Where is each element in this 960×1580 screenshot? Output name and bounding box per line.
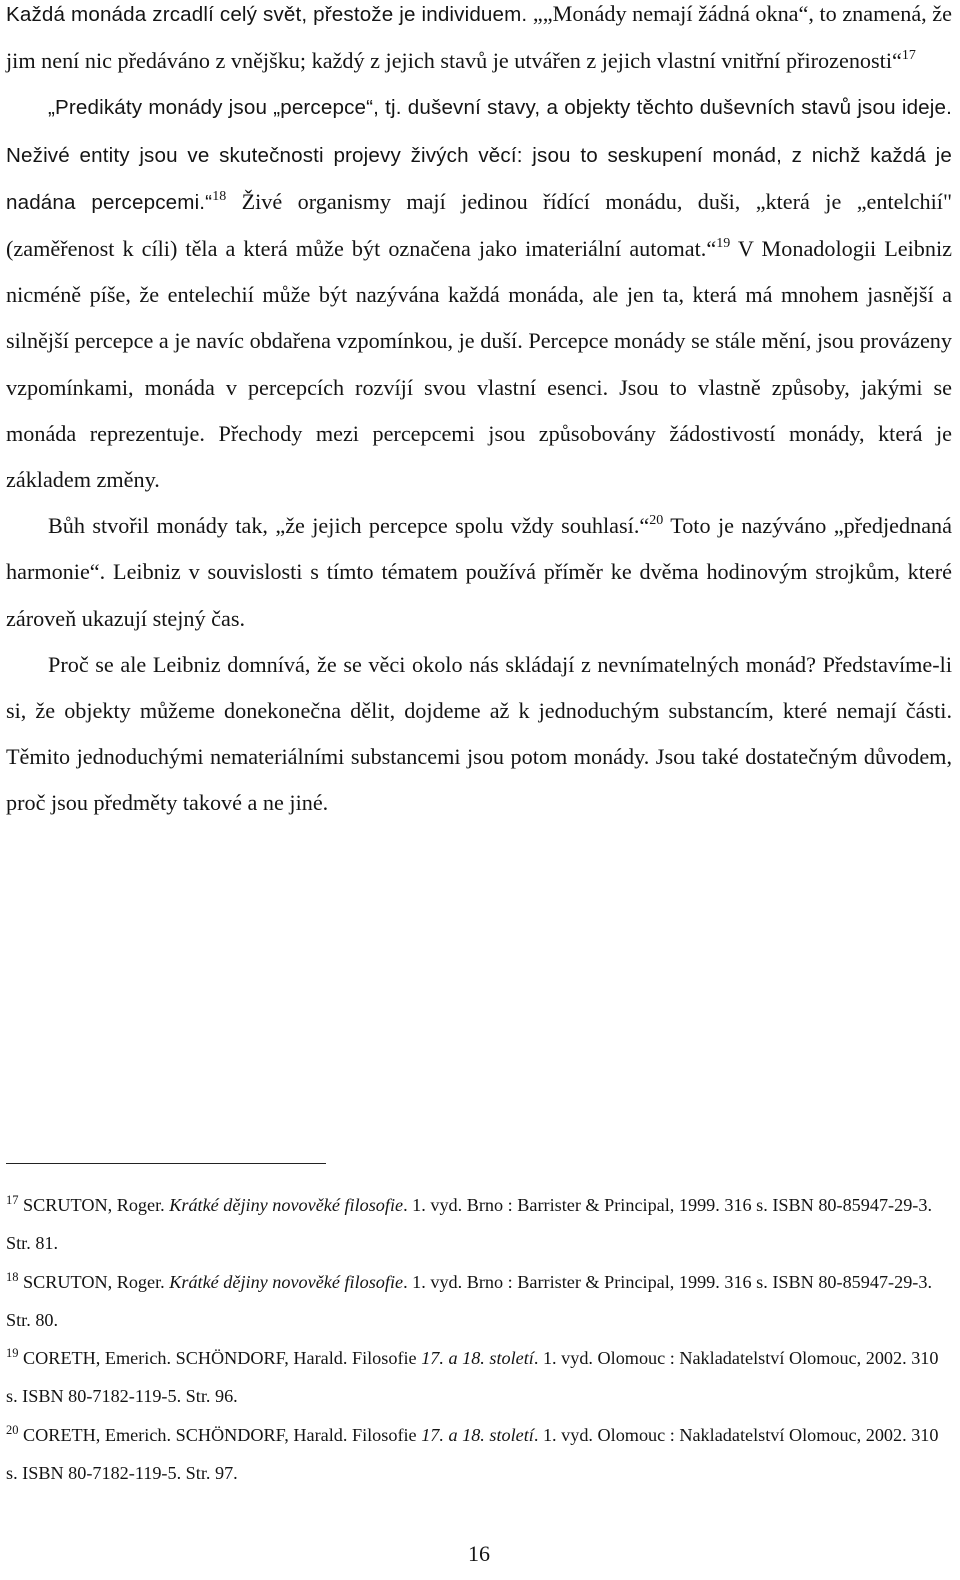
paragraph-4: Proč se ale Leibniz domnívá, že se věci okolo nás skládají z nevnímatelných monád? Představíme-li si, že objekty můžeme donekonečna dělit, dojdeme až k jednoduchým substancím, které nemají části. Těmito jednoduchými nemateriálními substancemi jsou potom monády. Jsou také dostatečným důvodem, proč jsou předměty takové a ne jiné. (6, 651, 952, 816)
footnote-author: CORETH, Emerich. SCHÖNDORF, Harald. Filosofie (23, 1424, 422, 1445)
footnote-author: SCRUTON, Roger. (23, 1195, 170, 1215)
footnote-number: 18 (6, 1269, 19, 1284)
footnote-number: 19 (6, 1346, 19, 1361)
paragraph-3 (6, 503, 952, 642)
footnote-number: 17 (6, 1193, 19, 1207)
footnote-title: 17. a 18. století (421, 1348, 534, 1369)
paragraph-3-sentence-2: Toto je nazýváno „předjednaná harmonie“. Leibniz v souvislosti s tímto tématem používá příměr ke dvěma hodinovým strojkům, které zároveň ukazují stejný čas. (6, 513, 952, 631)
footnote-details: . 1. vyd. Brno : Barrister & Principal, 1999. 316 s. ISBN 80-85947-29-3. Str. 81. (6, 1195, 932, 1254)
footnote-18 (6, 1263, 952, 1340)
paragraph-1-sentence-1: Každá monáda zrcadlí celý svět, přestože je individuem. (6, 3, 528, 26)
footnote-20 (6, 1416, 952, 1493)
footnote-details: . 1. vyd. Brno : Barrister & Principal, 1999. 316 s. ISBN 80-85947-29-3. Str. 80. (6, 1271, 932, 1330)
footnote-details: . 1. vyd. Olomouc : Nakladatelství Olomouc, 2002. 310 s. ISBN 80-7182-119-5. Str. 97. (6, 1424, 939, 1484)
footnote-ref-17[interactable]: 17 (901, 48, 916, 64)
footnote-title: Krátké dějiny novověké filosofie (169, 1271, 404, 1292)
paragraph-2-quote: „Predikáty monády jsou „percepce“, tj. duševní stavy, a objekty těchto duševních stavů jsou ideje. Neživé entity jsou ve skutečnosti projevy živých věcí: jsou to seskupení monád, z nichž každá je nadána percepcemi.“ (6, 96, 952, 214)
footnote-ref-18[interactable]: 18 (212, 188, 227, 204)
paragraph-2 (6, 84, 952, 503)
footnote-separator (6, 1163, 326, 1164)
footnote-19 (6, 1339, 952, 1416)
paragraph-2-sentence-3: V Monadologii Leibniz nicméně píše, že entelechií může být nazývána každá monáda, ale jen ta, která má mnohem jasnější a silnější percepce a je navíc obdařena vzpomínkou, je duší. Percepce monády se stále mění, jsou provázeny vzpomínkami, monáda v percepcích rozvíjí svou vlastní esenci. Jsou to vlastně způsoby, jakými se monáda reprezentuje. Přechody mezi percepcemi jsou způsobovány žádostivostí monády, která je základem změny. (6, 236, 952, 493)
footnote-title: 17. a 18. století (421, 1424, 534, 1445)
footnote-details: . 1. vyd. Olomouc : Nakladatelství Olomouc, 2002. 310 s. ISBN 80-7182-119-5. Str. 96. (6, 1348, 939, 1407)
paragraph-1 (6, 0, 952, 84)
paragraph-3-sentence-1: Bůh stvořil monády tak, „že jejich percepce spolu vždy souhlasí.“ (48, 513, 650, 539)
paragraph-2-sentence-2: Živé organismy mají jedinou řídící monádu, duši, „která je „entelchií" (zaměřenost k cíli) těla a která může být označena jako imateriální automat.“ (6, 188, 953, 262)
footnote-author: SCRUTON, Roger. (23, 1271, 170, 1292)
footnote-author: CORETH, Emerich. SCHÖNDORF, Harald. Filosofie (23, 1348, 422, 1369)
footnote-ref-19[interactable]: 19 (716, 236, 731, 252)
footnote-title: Krátké dějiny novověké filosofie (169, 1195, 404, 1215)
footnote-number: 20 (6, 1422, 19, 1437)
page-number: 16 (468, 1541, 490, 1566)
footnote-17 (6, 1186, 952, 1263)
paragraph-1-quote: „„Monády nemají žádná okna“, to znamená, že jim není nic předáváno z vnějšku; každý z jejich stavů je utvářen z jejich vlastní vnitřní přirozenosti“ (6, 1, 952, 74)
footnotes-section (6, 1163, 952, 1492)
document-page (6, 0, 952, 1580)
footnote-ref-20[interactable]: 20 (649, 513, 664, 529)
body-text (6, 0, 952, 827)
